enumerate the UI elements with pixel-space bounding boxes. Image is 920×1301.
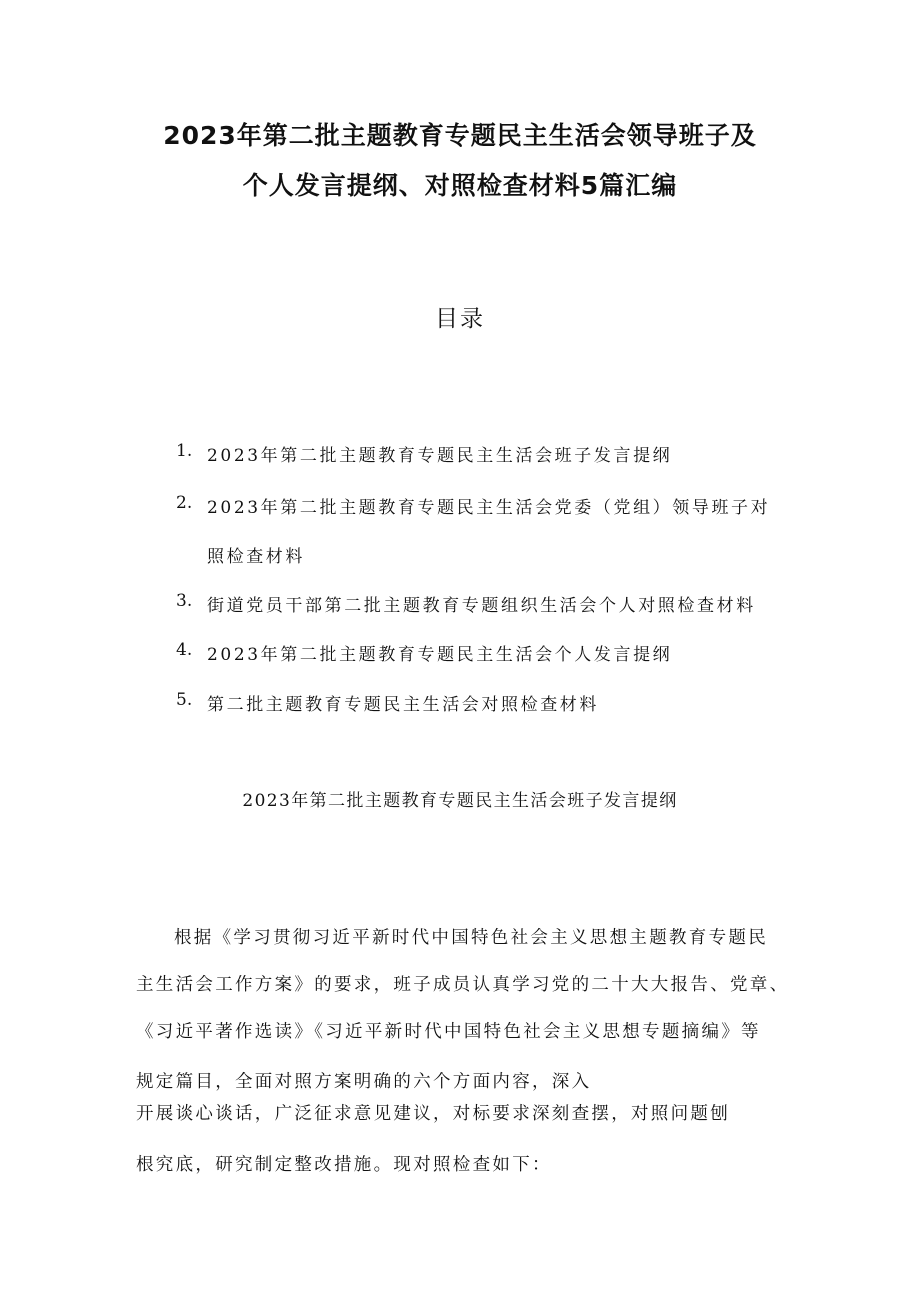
toc-item-4: 2023年第二批主题教育专题民主生活会个人发言提纲 — [207, 645, 673, 665]
toc-item-number: 1. — [176, 441, 193, 461]
toc-item-number: 5. — [176, 690, 193, 710]
body-line: 开展谈心谈话，广泛征求意见建议，对标要求深刻查摆，对照问题刨 — [136, 1104, 730, 1124]
toc-item-2-continued: 照检查材料 — [207, 547, 305, 567]
toc-heading: 目录 — [435, 306, 485, 332]
toc-item-number: 3. — [176, 591, 193, 611]
toc-item-number: 2. — [176, 493, 193, 513]
toc-item-5: 第二批主题教育专题民主生活会对照检查材料 — [207, 695, 599, 715]
toc-item-1: 2023年第二批主题教育专题民主生活会班子发言提纲 — [207, 446, 673, 466]
toc-item-3: 街道党员干部第二批主题教育专题组织生活会个人对照检查材料 — [207, 596, 756, 616]
toc-item-number: 4. — [176, 640, 193, 660]
body-line: 根究底，研究制定整改措施。现对照检查如下： — [136, 1155, 552, 1175]
body-line: 规定篇目，全面对照方案明确的六个方面内容，深入 — [136, 1072, 592, 1092]
document-title-line-1: 2023年第二批主题教育专题民主生活会领导班子及 — [163, 121, 757, 150]
section-title: 2023年第二批主题教育专题民主生活会班子发言提纲 — [242, 791, 678, 811]
document-title-line-2: 个人发言提纲、对照检查材料5篇汇编 — [242, 171, 678, 200]
body-line: 《习近平著作选读》《习近平新时代中国特色社会主义思想专题摘编》等 — [136, 1022, 761, 1042]
toc-item-2: 2023年第二批主题教育专题民主生活会党委（党组）领导班子对 — [207, 498, 771, 518]
body-line: 根据《学习贯彻习近平新时代中国特色社会主义思想主题教育专题民 — [174, 928, 768, 948]
body-line: 主生活会工作方案》的要求，班子成员认真学习党的二十大大报告、党章、 — [136, 975, 790, 995]
